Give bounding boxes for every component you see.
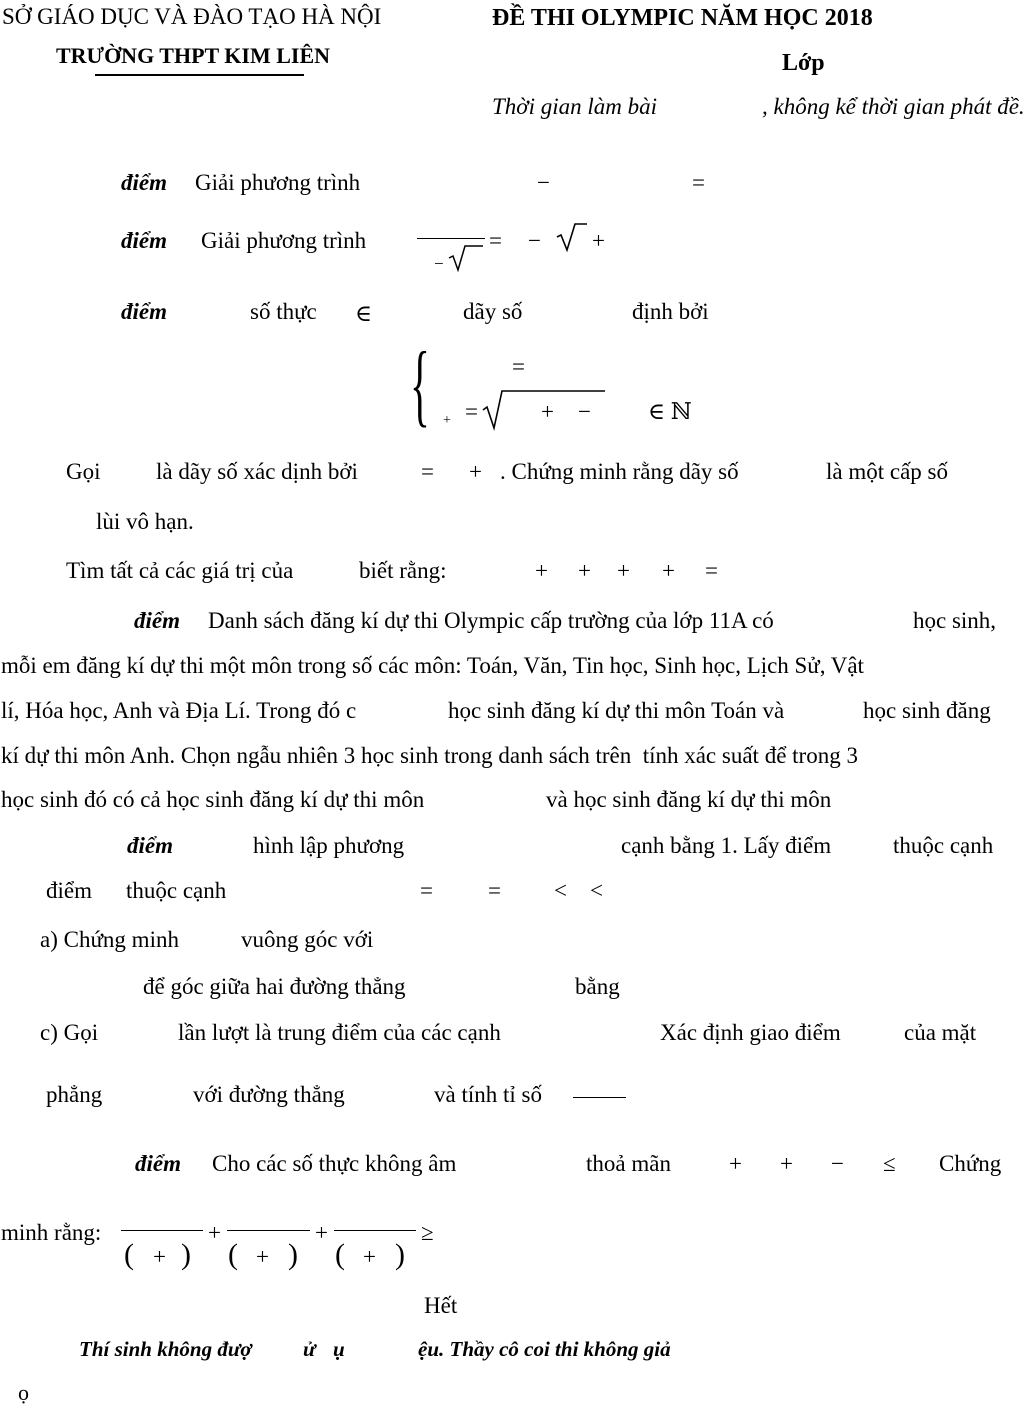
page-mark: ọ [18,1380,29,1405]
q2-minus: − [528,228,541,253]
q2-fraction-bar [417,238,485,239]
q6-fraction3-plus: + [363,1244,376,1269]
q5c-text-plane: phẳng [46,1082,103,1107]
q6-plus-1: + [729,1151,742,1176]
note-part-b: ử [303,1337,316,1361]
q4-label: điểm [134,608,180,633]
q6-line1b: thoả mãn [586,1151,671,1176]
q3-text-sequence: dãy số [463,299,523,324]
q3b-plus-4: + [662,558,675,583]
q3b-plus-3: + [617,558,630,583]
q5b-text-angle: để góc giữa hai đường thẳng [143,974,406,999]
q6-fraction1-plus: + [153,1244,166,1269]
q5a-text-perpendicular: vuông góc với [241,927,374,952]
q2-label: điểm [121,228,167,253]
q6-fraction2-bar [227,1230,310,1231]
grade-label: Lớp [782,50,825,76]
q6-line1a: Cho các số thực không âm [212,1151,457,1176]
q5-line1b: cạnh bằng 1. Lấy điểm [621,833,832,858]
q3a-text-call: Gọi [66,459,101,484]
q6-fraction3-bar [334,1230,416,1231]
q4-line3b: học sinh đăng kí dự thi môn Toán và [448,698,785,723]
q5-line2-lt1: < [554,878,567,903]
q5c-ratio-fraction-bar [573,1097,626,1098]
q3a-text-prove: . Chứng minh rằng dãy số [500,459,739,484]
q5c-text-ratio: và tính tỉ số [434,1082,542,1107]
q3b-plus-2: + [578,558,591,583]
q6-line1c: Chứng [939,1151,1002,1176]
q1-text: Giải phương trình [195,170,361,195]
q3-in-symbol: ∈ [355,301,373,326]
school-name: TRƯỜNG THPT KIM LIÊN [56,43,331,68]
q5c-text-with-line: với đường thẳng [193,1082,345,1107]
q5a-text-prove: a) Chứng minh [40,927,179,952]
note-part-d: ệu. Thầy cô coi thi không giả [418,1337,671,1361]
note-part-c: ụ [333,1337,345,1361]
q6-plus-between-1: + [208,1220,221,1245]
q3-system-plus: + [541,399,554,424]
q3a-plus: + [469,459,482,484]
q3b-text-knowing: biết rằng: [359,558,447,583]
q6-fraction3-rparen: ) [395,1238,405,1271]
q2-denominator-sqrt [448,244,484,272]
department-name: SỞ GIÁO DỤC VÀ ĐÀO TẠO HÀ NỘI [2,4,382,29]
q4-line1b: học sinh, [913,608,997,633]
end-mark: Hết [424,1293,458,1318]
q5-line1c: thuộc cạnh [893,833,994,858]
q5c-text-intersection: Xác định giao điểm [660,1020,841,1045]
q3b-equals: = [705,558,718,583]
q5-line2a: điểm [46,878,92,903]
q6-fraction1-rparen: ) [181,1238,191,1271]
q3-text-defined: định bởi [632,299,709,324]
q6-fraction2-lparen: ( [228,1238,238,1271]
q5-label: điểm [127,833,173,858]
q6-minus: − [831,1151,844,1176]
q4-line3c: học sinh đăng [863,698,991,723]
q6-plus-between-2: + [315,1220,328,1245]
exam-title: ĐỀ THI OLYMPIC NĂM HỌC 2018 [492,5,873,31]
q1-label: điểm [121,170,167,195]
q3b-text-find: Tìm tất cả các giá trị của [66,558,294,583]
q3a-equals: = [421,459,434,484]
q4-line3a: lí, Hóa học, Anh và Địa Lí. Trong đó c [1,698,357,723]
q5-line2-eq2: = [488,878,501,903]
q6-fraction2-plus: + [256,1244,269,1269]
q6-line2: minh rằng: [1,1220,102,1245]
q3a-text-progression: là một cấp số [826,459,948,484]
q3-system-brace: { [410,333,430,435]
q2-plus: + [592,228,605,253]
q3-system-eq1: = [512,354,525,379]
q5-line2-eq1: = [420,878,433,903]
time-prefix: Thời gian làm bài [492,94,657,119]
q4-line1a: Danh sách đăng kí dự thi Olympic cấp trường của lớp 11A có [208,608,774,633]
note-part-a: Thí sinh không đượ [79,1337,252,1361]
time-suffix: , không kể thời gian phát đề. [762,94,1025,119]
q3-system-eq2: = [465,399,478,424]
q5c-text-of-plane: của mặt [904,1020,977,1045]
q4-line5b: và học sinh đăng kí dự thi môn [546,787,832,812]
q2-text: Giải phương trình [201,228,367,253]
q6-ge: ≥ [421,1220,434,1245]
q3a-text-defined: là dãy số xác dịnh bởi [156,459,358,484]
q6-fraction1-bar [121,1230,203,1231]
q2-equals: = [489,228,502,253]
q3b-plus-1: + [535,558,548,583]
q3-system-in-N: ∈ ℕ [648,399,692,424]
q5-line1a: hình lập phương [253,833,405,858]
school-underline [95,74,304,76]
q3-label: điểm [121,299,167,324]
q3-system-subscript: + [443,413,451,428]
q5b-text-equals: bằng [575,974,620,999]
q4-line5a: học sinh đó có cả học sinh đăng kí dự thi môn [1,787,425,812]
q6-label: điểm [135,1151,181,1176]
q3-text-real: số thực [250,299,317,324]
q1-equals: = [692,170,705,195]
q5-line2b: thuộc cạnh [126,878,227,903]
q6-le: ≤ [883,1151,896,1176]
q6-fraction3-lparen: ( [335,1238,345,1271]
q4-line2: mỗi em đăng kí dự thi một môn trong số các môn: Toán, Văn, Tin học, Sinh học, Lịch Sử, Vật [1,653,864,678]
q1-minus: − [537,170,550,195]
q3a-text-decreasing: lùi vô hạn. [96,509,194,534]
q2-sqrt-sign [556,222,588,252]
q6-fraction1-lparen: ( [124,1238,134,1271]
q6-plus-2: + [780,1151,793,1176]
q5c-text-midpoints: lần lượt là trung điểm của các cạnh [178,1020,501,1045]
q5-line2-lt2: < [590,878,603,903]
q2-denominator-minus: − [434,254,444,273]
q4-line4: kí dự thi môn Anh. Chọn ngẫu nhiên 3 học sinh trong danh sách trên tính xác suất để trong 3 [1,743,858,768]
q3-system-minus: − [578,399,591,424]
q5c-text-call: c) Gọi [40,1020,99,1045]
q6-fraction2-rparen: ) [288,1238,298,1271]
